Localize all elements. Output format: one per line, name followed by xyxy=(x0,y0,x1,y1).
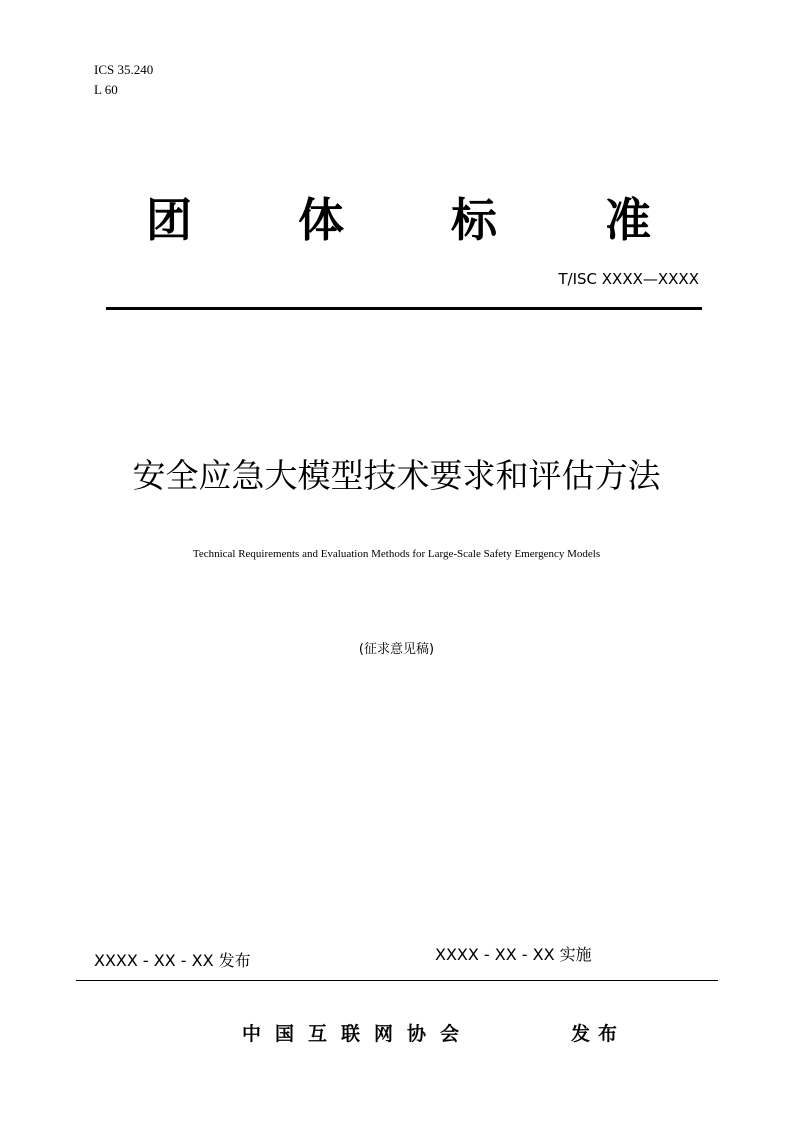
footer-divider xyxy=(76,980,718,981)
standard-type-char: 准 xyxy=(605,193,651,247)
classification-block xyxy=(94,60,153,100)
standard-type-char: 团 xyxy=(146,193,192,247)
standard-type-char: 标 xyxy=(451,193,497,247)
implementation-date: XXXX - XX - XX 实施 xyxy=(435,945,592,964)
document-title-chinese: 安全应急大模型技术要求和评估方法 xyxy=(132,456,661,495)
header-divider xyxy=(106,307,702,310)
ics-code: ICS 35.240 xyxy=(94,62,154,77)
standard-type-char: 体 xyxy=(298,193,344,247)
release-date: XXXX - XX - XX 发布 xyxy=(94,951,251,970)
publish-label: 发布 xyxy=(571,1023,626,1045)
document-title-english: Technical Requirements and Evaluation Methods for Large-Scale Safety Emergency Models xyxy=(192,548,601,560)
standard-number: T/ISC XXXX—XXXX xyxy=(558,270,699,288)
publisher-name: 中国互联网协会 xyxy=(242,1023,474,1045)
ccs-code: L 60 xyxy=(94,82,118,97)
draft-status: (征求意见稿) xyxy=(358,642,435,657)
standard-type-heading xyxy=(0,190,793,250)
